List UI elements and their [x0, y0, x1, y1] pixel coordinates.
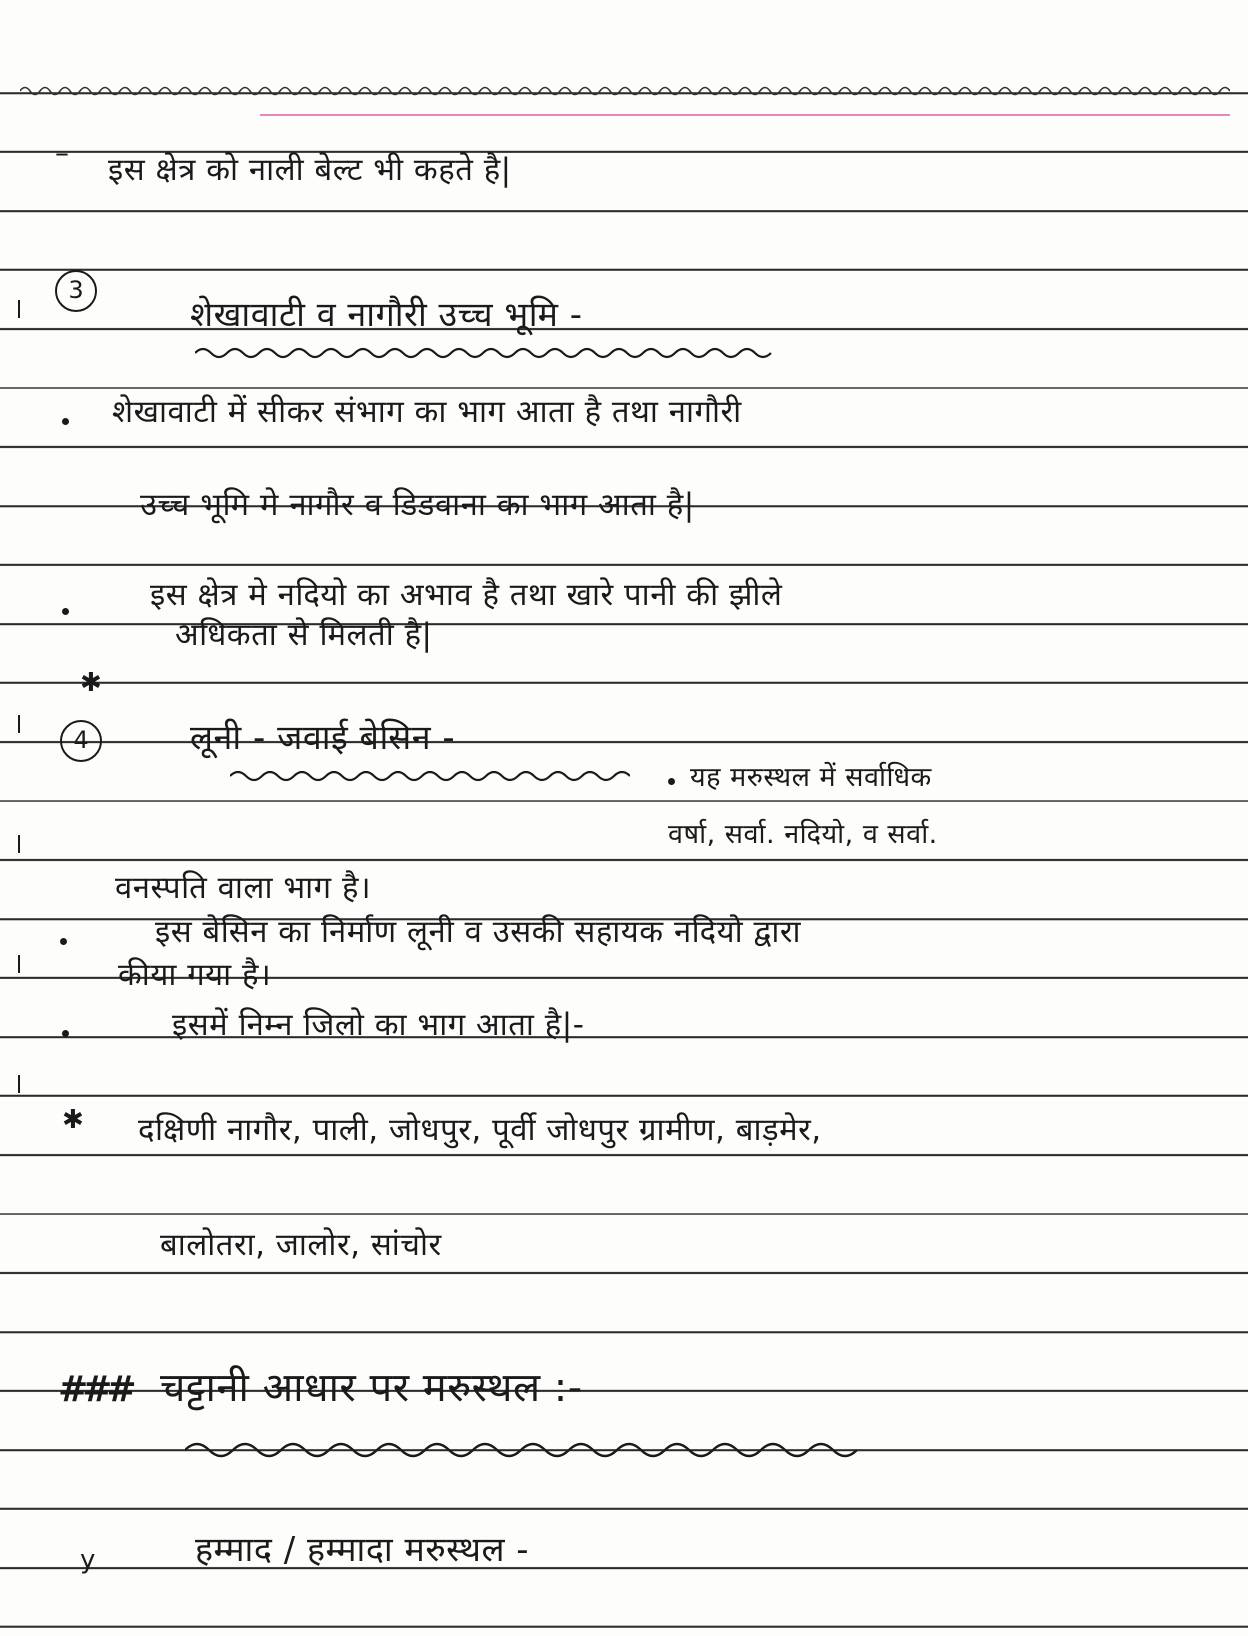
text-line: अधिकता से मिलती है|: [175, 617, 433, 653]
text-line: इस बेसिन का निर्माण लूनी व उसकी सहायक नदियो द्वारा: [155, 914, 802, 950]
star-mark: ✱: [62, 1105, 84, 1135]
text-line: यह मरुस्थल में सर्वाधिक: [690, 762, 932, 793]
heading-underline-squiggle: [230, 768, 630, 784]
text-line-hammada: हम्माद / हम्मादा मरुस्थल -: [195, 1530, 530, 1570]
y-mark: y: [80, 1545, 96, 1575]
main-heading-rocky-desert: चट्टानी आधार पर मरुस्थल :-: [160, 1365, 583, 1411]
margin-tick: [18, 835, 20, 853]
bullet: [62, 1030, 69, 1037]
text-line: बालोतरा, जालोर, सांचोर: [160, 1227, 442, 1263]
bullet: [668, 778, 675, 785]
text-line: कीया गया है।: [118, 957, 272, 993]
text-line: शेखावाटी में सीकर संभाग का भाग आता है तथा नागौरी: [112, 394, 742, 430]
text-line: इस क्षेत्र मे नदियो का अभाव है तथा खारे पानी की झीले: [150, 577, 783, 613]
section-heading-luni-jawai: लूनी - जवाई बेसिन -: [190, 718, 456, 758]
margin-tick: [18, 715, 20, 733]
top-pink-rule: [260, 114, 1230, 116]
section-number-3: 3: [55, 270, 97, 312]
heading-underline-squiggle: [185, 1438, 865, 1458]
text-line: दक्षिणी नागौर, पाली, जोधपुर, पूर्वी जोधपुर ग्रामीण, बाड़मेर,: [138, 1112, 822, 1148]
margin-tick: [18, 300, 20, 318]
text-line: उच्च भूमि मे नागौर व डिडवाना का भाग आता है|: [140, 487, 695, 523]
margin-tick: [18, 1075, 20, 1093]
margin-tick: [18, 955, 20, 973]
dash-mark: –: [55, 136, 69, 169]
section-heading-shekhawati: शेखावाटी व नागौरी उच्च भूमि -: [190, 295, 583, 335]
bullet: [62, 418, 69, 425]
bullet: [60, 938, 67, 945]
text-line: वनस्पति वाला भाग है।: [115, 870, 372, 906]
star-mark: ✱: [80, 668, 102, 698]
text-line: इसमें निम्न जिलो का भाग आता है|-: [172, 1007, 585, 1043]
hash-mark: ###: [58, 1369, 131, 1410]
heading-underline-squiggle: [195, 345, 785, 361]
bullet: [62, 608, 69, 615]
top-wavy-border: [20, 82, 1230, 100]
text-line: वर्षा, सर्वा. नदियो, व सर्वा.: [668, 819, 938, 850]
text-line: इस क्षेत्र को नाली बेल्ट भी कहते है|: [108, 152, 512, 188]
section-number-4: 4: [60, 720, 102, 762]
